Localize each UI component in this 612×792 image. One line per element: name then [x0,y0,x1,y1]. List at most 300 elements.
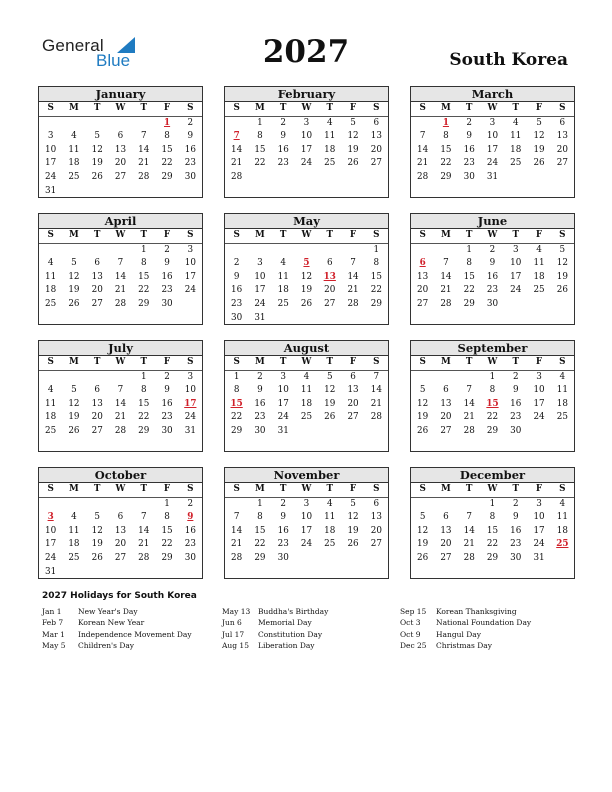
day-cell: 28 [114,298,127,309]
holiday-day-cell: 1 [442,117,449,128]
month-name: November [225,468,388,483]
day-cell: 21 [138,158,150,169]
empty-day-cell [86,117,109,131]
week-row [225,371,388,385]
day-cell: 9 [164,385,170,396]
day-cell: 1 [140,244,147,255]
weekday-header: S [559,484,566,494]
day-cell: 16 [231,285,243,296]
day-cell: 2 [280,498,286,509]
day-cell: 18 [45,412,57,423]
day-cell: 8 [443,131,449,142]
day-cell: 5 [350,117,356,128]
day-cell: 14 [231,144,243,155]
day-cell: 23 [254,412,266,423]
day-cell: 31 [45,566,57,577]
empty-day-cell [62,371,85,385]
empty-day-cell [341,552,364,566]
day-cell: 5 [94,131,100,142]
empty-day-cell [295,552,318,566]
day-cell: 14 [114,271,127,282]
week-row [225,525,388,539]
month-name: June [411,214,574,229]
day-cell: 7 [233,512,240,523]
day-cell: 14 [231,525,243,536]
day-cell: 16 [254,398,266,409]
week-row [225,312,388,326]
day-cell: 18 [45,285,57,296]
day-cell: 19 [347,144,359,155]
empty-day-cell [527,298,550,312]
day-cell: 12 [324,385,336,396]
week-row [39,171,202,185]
holiday-name: Hangul Day [436,629,481,639]
day-cell: 18 [324,144,336,155]
holiday-column [222,606,328,651]
month-name: February [225,87,388,102]
day-cell: 11 [300,385,313,396]
empty-day-cell [109,117,132,131]
week-row [39,284,202,298]
day-cell: 26 [91,171,103,182]
weekday-header: T [93,357,101,367]
day-cell: 6 [559,117,566,128]
empty-day-cell [39,117,62,131]
empty-day-cell [179,185,202,199]
week-row [225,498,388,512]
day-cell: 2 [466,117,472,128]
empty-day-cell [109,498,132,512]
day-cell: 25 [533,285,545,296]
day-cell: 23 [277,539,289,550]
weekday-header: S [419,230,426,240]
day-cell: 30 [486,298,499,309]
day-cell: 15 [138,398,150,409]
week-row [225,271,388,285]
day-cell: 11 [556,385,568,396]
holiday-name: Buddha's Birthday [258,607,329,616]
week-row [411,257,574,271]
holiday-item [222,606,328,617]
day-cell: 27 [114,171,127,182]
day-cell: 21 [463,412,475,423]
day-cell: 24 [277,412,289,423]
weekday-header: M [255,357,265,367]
day-cell: 18 [68,539,80,550]
weekday-header: W [487,357,498,367]
holiday-name: Children's Day [78,640,135,650]
weekday-header: M [255,484,265,494]
day-cell: 8 [233,385,240,396]
day-cell: 21 [417,158,429,169]
empty-day-cell [295,425,318,439]
empty-day-cell [39,244,62,258]
day-cell: 29 [138,298,150,309]
day-cell: 24 [254,298,266,309]
month-may [224,213,389,325]
week-row [411,384,574,398]
day-cell: 21 [370,398,382,409]
day-cell: 31 [486,171,499,182]
week-row [411,371,574,385]
day-cell: 13 [347,385,359,396]
week-row [39,511,202,525]
weekday-header: F [535,357,543,367]
brand-name-blue: Blue [96,51,131,70]
week-row [411,425,574,439]
holiday-date: Jan 1 [42,607,62,616]
day-cell: 3 [257,258,263,269]
day-cell: 12 [347,512,359,523]
day-cell: 15 [440,144,452,155]
weekday-header-row [411,483,574,498]
day-cell: 13 [114,525,127,536]
empty-day-cell [225,244,248,258]
day-cell: 10 [184,258,196,269]
week-row [39,498,202,512]
day-cell: 2 [512,371,519,382]
weekday-header: S [47,484,54,494]
weekday-header-row [39,102,202,117]
empty-day-cell [318,312,341,326]
day-cell: 9 [512,512,519,523]
day-cell: 6 [94,258,100,269]
day-cell: 20 [370,525,382,536]
day-cell: 30 [184,552,196,563]
day-cell: 2 [164,244,170,255]
holiday-name: Korean New Year [78,618,145,628]
weekday-header: M [255,103,265,113]
empty-day-cell [318,425,341,439]
week-row [411,538,574,552]
day-cell: 29 [486,425,499,436]
day-cell: 22 [463,285,475,296]
day-cell: 26 [91,552,103,563]
week-row [39,144,202,158]
day-cell: 13 [370,512,382,523]
day-cell: 22 [370,285,382,296]
weekday-header: F [535,484,543,494]
day-cell: 6 [350,371,356,382]
empty-day-cell [86,371,109,385]
holiday-name: National Foundation Day [436,618,532,628]
day-cell: 11 [324,131,336,142]
day-cell: 23 [161,285,173,296]
day-cell: 1 [489,371,496,382]
holiday-day-cell: 1 [163,117,171,128]
weekday-header: T [465,103,473,113]
day-cell: 29 [370,298,382,309]
day-cell: 12 [417,398,429,409]
day-cell: 31 [254,312,266,323]
day-cell: 20 [114,158,127,169]
weekday-header: S [47,357,54,367]
day-cell: 2 [257,371,263,382]
week-row [39,371,202,385]
weekday-header: F [535,103,543,113]
day-cell: 13 [370,131,382,142]
day-cell: 6 [117,131,124,142]
month-march [410,86,575,198]
day-cell: 16 [510,525,522,536]
holiday-day-cell: 25 [556,539,569,550]
holiday-date: Mar 1 [42,629,65,639]
day-cell: 13 [440,398,452,409]
day-cell: 23 [463,158,475,169]
day-cell: 10 [184,385,196,396]
day-cell: 29 [463,298,475,309]
empty-day-cell [62,117,85,131]
month-november [224,467,389,579]
empty-day-cell [155,566,178,580]
week-row [39,298,202,312]
weekday-header: S [419,484,426,494]
weekday-header: S [187,230,194,240]
empty-day-cell [434,371,457,385]
day-cell: 9 [233,271,240,282]
day-cell: 4 [559,371,566,382]
day-cell: 26 [68,298,80,309]
day-cell: 13 [114,144,127,155]
day-cell: 5 [419,512,426,523]
empty-day-cell [272,244,295,258]
day-cell: 1 [257,117,263,128]
weekday-header: W [301,357,312,367]
empty-day-cell [551,552,574,566]
day-cell: 10 [277,385,289,396]
week-row [39,157,202,171]
day-cell: 3 [512,244,519,255]
day-cell: 22 [161,158,173,169]
day-cell: 27 [440,425,452,436]
day-cell: 13 [417,271,429,282]
empty-day-cell [86,498,109,512]
brand-name-general: General [42,36,104,55]
empty-day-cell [411,117,434,131]
day-cell: 25 [324,158,336,169]
day-cell: 11 [68,525,80,536]
day-cell: 31 [277,425,289,436]
day-cell: 20 [91,285,103,296]
day-cell: 4 [71,512,77,523]
empty-day-cell [132,185,155,199]
week-row [225,157,388,171]
holiday-date: May 13 [222,607,251,616]
day-cell: 14 [370,385,382,396]
weekday-header: W [115,230,126,240]
week-row [411,271,574,285]
weekday-header: T [512,103,520,113]
weekday-header: S [373,230,380,240]
day-cell: 12 [68,398,80,409]
weekday-header-row [411,356,574,371]
holiday-date: Oct 9 [400,629,421,639]
day-cell: 4 [71,131,77,142]
day-cell: 20 [440,539,452,550]
day-cell: 19 [68,285,80,296]
day-cell: 1 [257,498,263,509]
weekday-header: S [373,103,380,113]
day-cell: 28 [138,552,150,563]
day-cell: 13 [556,131,568,142]
day-cell: 10 [300,131,313,142]
day-cell: 17 [254,285,266,296]
day-cell: 19 [417,539,429,550]
day-cell: 20 [370,144,382,155]
day-cell: 23 [486,285,499,296]
week-row [39,384,202,398]
weekday-header: F [349,484,357,494]
weekday-header: T [465,484,473,494]
day-cell: 1 [140,371,147,382]
day-cell: 21 [347,285,359,296]
day-cell: 23 [161,412,173,423]
day-cell: 18 [300,398,313,409]
month-name: October [39,468,202,483]
day-cell: 15 [254,144,266,155]
day-cell: 25 [68,171,80,182]
day-cell: 12 [533,131,545,142]
day-cell: 11 [510,131,522,142]
day-cell: 12 [556,258,568,269]
weekday-header: S [233,230,240,240]
empty-day-cell [225,117,248,131]
day-cell: 12 [300,271,313,282]
day-cell: 17 [533,398,545,409]
day-cell: 3 [303,117,310,128]
weekday-header: S [187,357,194,367]
day-cell: 14 [463,398,475,409]
weekday-header: F [163,230,171,240]
day-cell: 27 [370,539,382,550]
day-cell: 21 [463,539,475,550]
holiday-date: Dec 25 [400,640,427,650]
holiday-date: Oct 3 [400,618,421,628]
day-cell: 29 [138,425,150,436]
day-cell: 11 [556,512,568,523]
weekday-header: S [47,103,54,113]
day-cell: 7 [350,258,356,269]
day-cell: 15 [254,525,266,536]
day-cell: 27 [324,298,336,309]
day-cell: 27 [114,552,127,563]
day-cell: 22 [254,539,266,550]
day-cell: 18 [68,158,80,169]
empty-day-cell [86,566,109,580]
day-cell: 15 [370,271,382,282]
day-cell: 20 [556,144,568,155]
day-cell: 13 [91,271,103,282]
day-cell: 5 [71,258,77,269]
weekday-header: T [512,484,520,494]
empty-day-cell [527,425,550,439]
week-row [411,511,574,525]
day-cell: 26 [556,285,568,296]
week-row [39,411,202,425]
month-december [410,467,575,579]
day-cell: 8 [164,512,170,523]
day-cell: 14 [417,144,429,155]
day-cell: 29 [254,552,266,563]
day-cell: 25 [510,158,522,169]
day-cell: 29 [486,552,499,563]
day-cell: 22 [231,412,243,423]
holiday-column [42,606,192,651]
week-row [225,398,388,412]
empty-day-cell [551,425,574,439]
day-cell: 28 [347,298,359,309]
day-cell: 21 [231,158,243,169]
holiday-name: Independence Movement Day [78,629,192,639]
day-cell: 5 [536,117,542,128]
weekday-header: F [163,103,171,113]
day-cell: 26 [324,412,336,423]
day-cell: 4 [326,498,333,509]
weekday-header: W [487,230,498,240]
day-cell: 19 [556,271,568,282]
holiday-date: Jun 6 [222,618,242,628]
day-cell: 27 [417,298,429,309]
holiday-date: May 5 [42,640,66,650]
day-cell: 4 [47,385,54,396]
weekday-header: F [163,357,171,367]
day-cell: 23 [184,158,196,169]
day-cell: 17 [533,525,545,536]
empty-day-cell [109,244,132,258]
day-cell: 22 [138,412,150,423]
month-name: August [225,341,388,356]
day-cell: 27 [556,158,568,169]
day-cell: 11 [533,258,545,269]
week-row [225,144,388,158]
day-cell: 4 [536,244,542,255]
day-cell: 29 [440,171,452,182]
day-cell: 3 [187,371,194,382]
empty-day-cell [341,312,364,326]
day-cell: 9 [489,258,496,269]
day-cell: 8 [257,131,263,142]
day-cell: 20 [417,285,429,296]
empty-day-cell [86,185,109,199]
holiday-item [400,640,531,651]
empty-day-cell [365,171,388,185]
day-cell: 28 [463,552,475,563]
day-cell: 7 [373,371,380,382]
day-cell: 1 [466,244,472,255]
day-cell: 26 [417,425,429,436]
week-row [39,244,202,258]
day-cell: 17 [45,158,57,169]
holiday-day-cell: 5 [303,258,310,269]
weekday-header: S [233,357,240,367]
weekday-header: M [255,230,265,240]
day-cell: 22 [486,412,499,423]
weekday-header: M [441,484,451,494]
empty-day-cell [365,312,388,326]
day-cell: 4 [326,117,333,128]
day-cell: 9 [187,131,194,142]
day-cell: 17 [300,525,313,536]
holiday-item [42,640,192,651]
weekday-header: F [349,357,357,367]
month-name: April [39,214,202,229]
holiday-day-cell: 7 [233,131,240,142]
month-name: September [411,341,574,356]
week-row [411,171,574,185]
week-row [411,157,574,171]
day-cell: 19 [68,412,80,423]
day-cell: 10 [533,512,545,523]
